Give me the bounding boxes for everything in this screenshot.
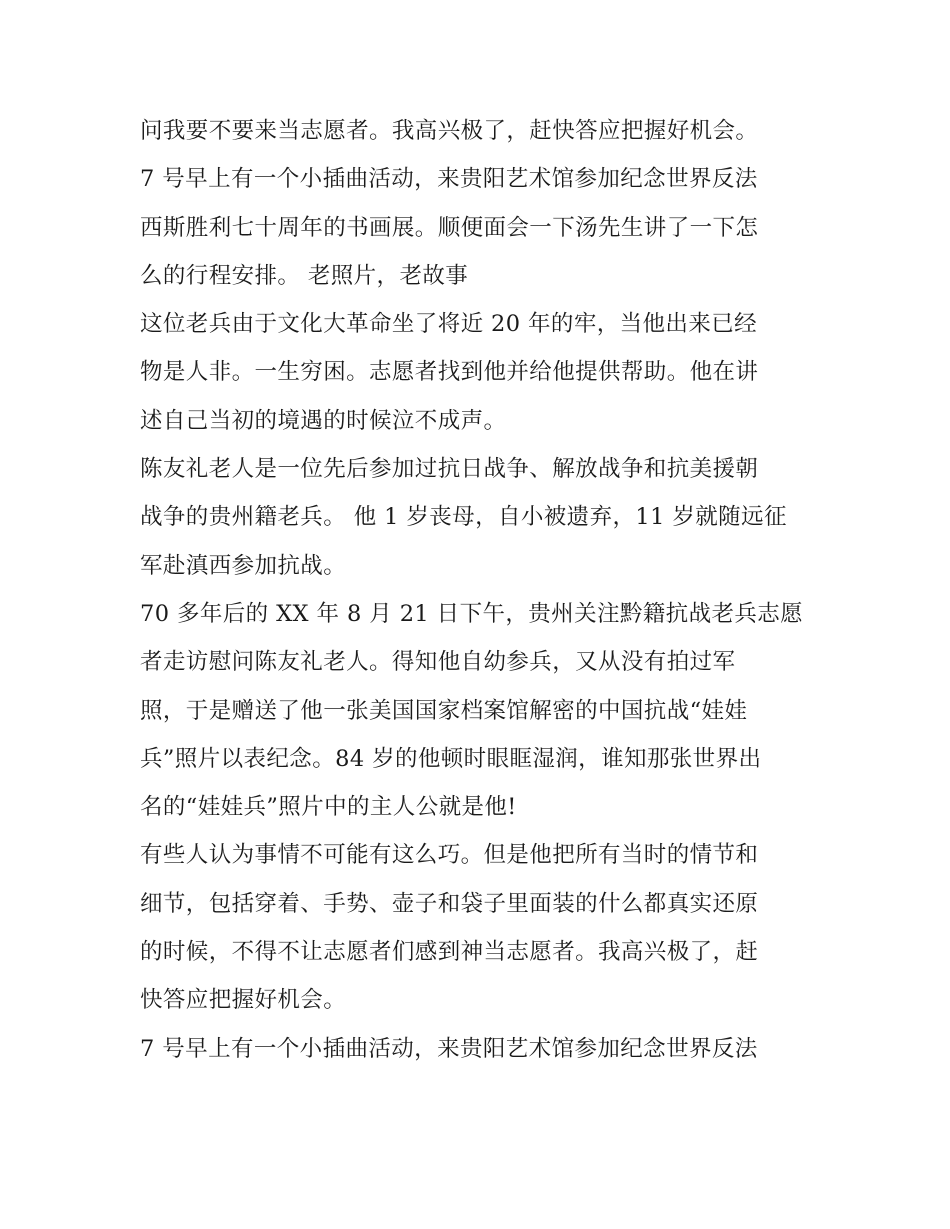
- text-line: 照，于是赠送了他一张美国国家档案馆解密的中国抗战“娃娃: [140, 697, 748, 724]
- text-line: 快答应把握好机会。: [140, 987, 347, 1014]
- text-line: 军赴滇西参加抗战。: [140, 552, 347, 579]
- text-line: 陈友礼老人是一位先后参加过抗日战争、解放战争和抗美援朝: [140, 456, 759, 483]
- text-line: 7 号早上有一个小插曲活动，来贵阳艺术馆参加纪念世界反法: [140, 1035, 758, 1062]
- text-line: 物是人非。一生穷困。志愿者找到他并给他提供帮助。他在讲: [140, 359, 759, 386]
- body-text: [140, 107, 820, 1073]
- text-line: 这位老兵由于文化大革命坐了将近 20 年的牢，当他出来已经: [140, 311, 758, 338]
- text-line: 述自己当初的境遇的时候泣不成声。: [140, 407, 507, 434]
- text-line: 兵”照片以表纪念。84 岁的他顿时眼眶湿润，谁知那张世界出: [140, 745, 762, 772]
- text-line: 名的“娃娃兵”照片中的主人公就是他!: [140, 794, 517, 821]
- text-line: 者走访慰问陈友礼老人。得知他自幼参兵，又从没有拍过军: [140, 649, 736, 676]
- text-line: 么的行程安排。 老照片，老故事: [140, 262, 469, 289]
- text-line: 战争的贵州籍老兵。 他 1 岁丧母，自小被遗弃，11 岁就随远征: [140, 504, 787, 531]
- text-line: 细节，包括穿着、手势、壶子和袋子里面装的什么都真实还原: [140, 890, 759, 917]
- text-line: 的时候，不得不让志愿者们感到神当志愿者。我高兴极了，赶: [140, 939, 759, 966]
- text-line: 70 多年后的 XX 年 8 月 21 日下午，贵州关注黔籍抗战老兵志愿: [140, 600, 804, 627]
- text-line: 问我要不要来当志愿者。我高兴极了，赶快答应把握好机会。: [140, 118, 759, 144]
- text-line: 西斯胜利七十周年的书画展。顺便面会一下汤先生讲了一下怎: [140, 214, 759, 241]
- text-line: 有些人认为事情不可能有这么巧。但是他把所有当时的情节和: [140, 842, 759, 869]
- text-line: 7 号早上有一个小插曲活动，来贵阳艺术馆参加纪念世界反法: [140, 166, 758, 193]
